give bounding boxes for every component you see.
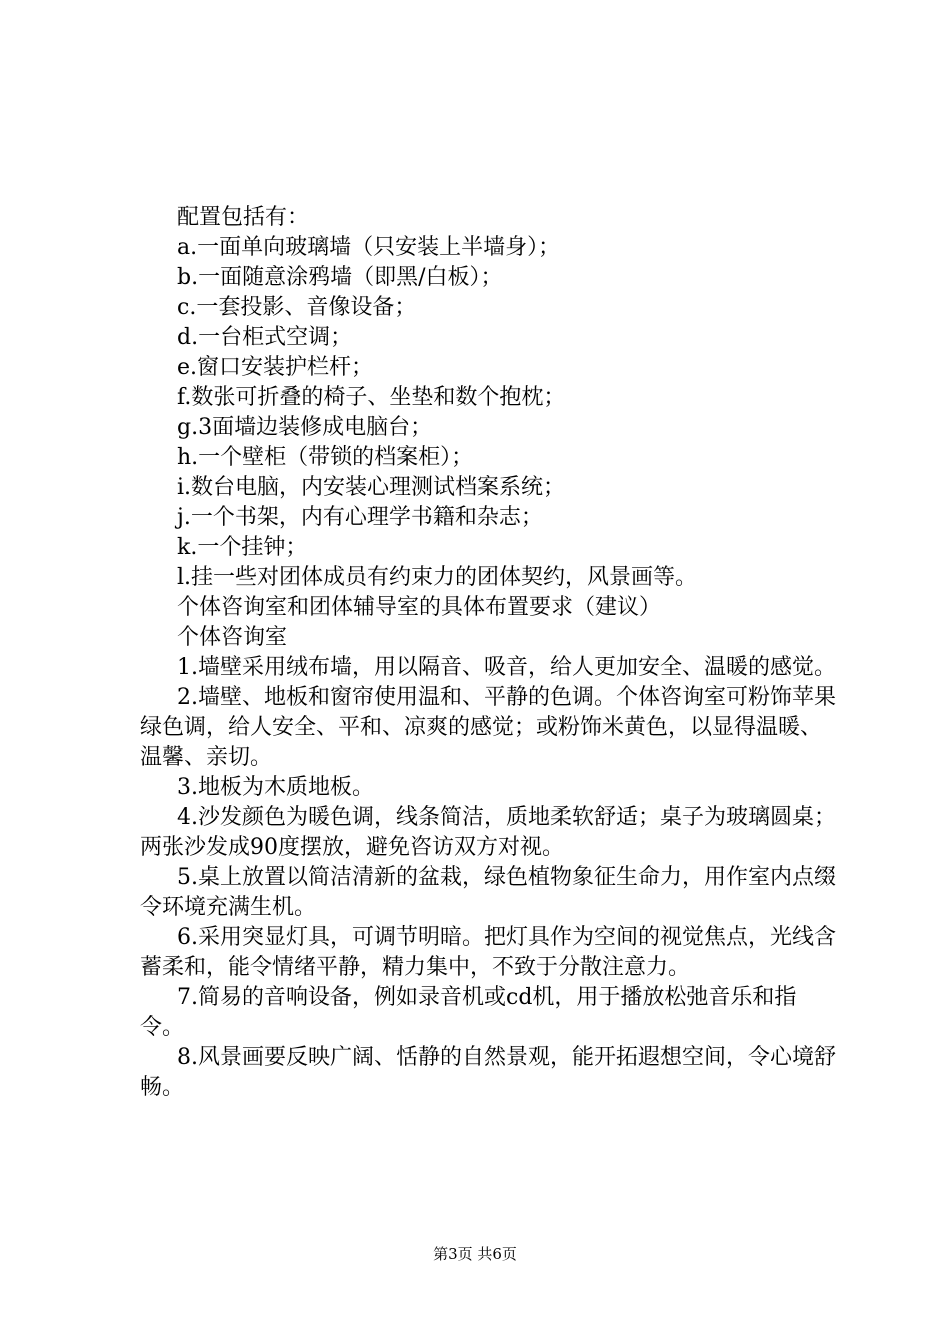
- config-item-d: d.一台柜式空调；: [177, 325, 353, 350]
- paragraph-1: 1.墙壁采用绒布墙，用以隔音、吸音，给人更加安全、温暖的感觉。: [177, 655, 836, 680]
- config-item-e: e.窗口安装护栏杆；: [177, 355, 374, 380]
- paragraph-8: 8.风景画要反映广阔、恬静的自然景观，能开拓遐想空间，令心境舒畅。: [140, 1045, 836, 1100]
- page-footer: 第3页 共6页: [433, 1245, 517, 1263]
- paragraph-2: 2.墙壁、地板和窗帘使用温和、平静的色调。个体咨询室可粉饰苹果绿色调，给人安全、平和、凉爽的感觉；或粉饰米黄色，以显得温暖、温馨、亲切。: [140, 685, 836, 770]
- intro-line: 配置包括有：: [177, 205, 310, 230]
- config-item-k: k.一个挂钟；: [177, 535, 308, 560]
- paragraph-3: 3.地板为木质地板。: [177, 775, 374, 800]
- config-item-a: a.一面单向玻璃墙（只安装上半墙身）；: [177, 235, 561, 260]
- document-body: [140, 203, 840, 1103]
- section-title: 个体咨询室和团体辅导室的具体布置要求（建议）: [177, 595, 662, 620]
- config-item-c: c.一套投影、音像设备；: [177, 295, 417, 320]
- config-item-i: i.数台电脑，内安装心理测试档案系统；: [177, 475, 566, 500]
- config-item-b: b.一面随意涂鸦墙（即黑/白板）；: [177, 265, 503, 290]
- subsection-title: 个体咨询室: [177, 625, 288, 650]
- paragraph-6: 6.采用突显灯具，可调节明暗。把灯具作为空间的视觉焦点，光线含蓄柔和，能令情绪平静，精力集中，不致于分散注意力。: [140, 925, 836, 980]
- config-item-h: h.一个壁柜（带锁的档案柜）；: [177, 445, 474, 470]
- paragraph-4: 4.沙发颜色为暖色调，线条简洁，质地柔软舒适；桌子为玻璃圆桌；两张沙发成90度摆放，避免咨访双方对视。: [140, 805, 836, 860]
- config-item-f: f.数张可折叠的椅子、坐垫和数个抱枕；: [177, 385, 566, 410]
- paragraph-7: 7.简易的音响设备，例如录音机或cd机，用于播放松弛音乐和指令。: [140, 985, 797, 1040]
- config-item-j: j.一个书架，内有心理学书籍和杂志；: [177, 505, 543, 530]
- paragraph-5: 5.桌上放置以简洁清新的盆栽，绿色植物象征生命力，用作室内点缀令环境充满生机。: [140, 865, 836, 920]
- config-item-g: g.3面墙边装修成电脑台；: [177, 415, 433, 440]
- config-item-l: l.挂一些对团体成员有约束力的团体契约，风景画等。: [177, 565, 698, 590]
